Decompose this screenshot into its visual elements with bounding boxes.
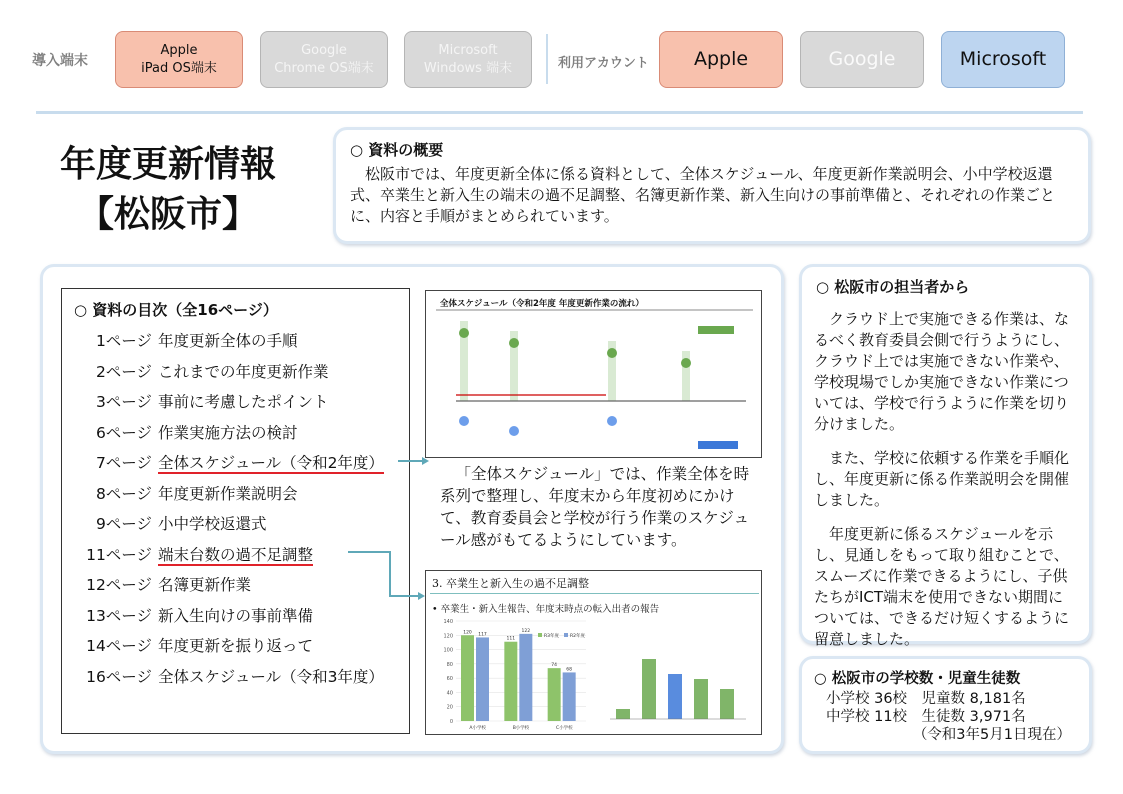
toc-item-title: 新入生向けの事前準備 — [158, 606, 314, 625]
toc-item-title: 全体スケジュール（令和3年度） — [158, 667, 384, 686]
waterfall-bar — [642, 659, 656, 719]
toc-item — [62, 512, 267, 534]
header-rule — [36, 111, 1083, 114]
device-apple-line1: Apple — [160, 43, 198, 58]
adjustment-thumbnail-title: 3. 卒業生と新入生の過不足調整 — [432, 577, 589, 590]
bar — [563, 672, 576, 721]
bar-data-label: 68 — [566, 667, 573, 673]
bar — [519, 634, 532, 721]
toc-item — [62, 390, 329, 412]
schedule-diagram — [426, 291, 762, 458]
toc-item-page: 13ページ — [86, 606, 152, 625]
category-label: B小学校 — [512, 726, 530, 731]
page-title-line2: 【松阪市】 — [77, 194, 258, 235]
counts-heading: ○ 松阪市の学校数・児童生徒数 — [814, 671, 1021, 687]
y-tick-label: 0 — [449, 719, 453, 725]
page-title — [28, 140, 308, 240]
bar-data-label: 122 — [521, 628, 531, 634]
toc-item-page: 16ページ — [86, 667, 152, 686]
toc-item-title: 作業実施方法の検討 — [158, 423, 298, 442]
toc-item — [62, 421, 298, 443]
page-title-line1: 年度更新情報 — [59, 144, 276, 185]
toc-item — [62, 482, 298, 504]
contact-paragraph-2: また、学校に依頼する作業を手順化し、年度更新に係る作業説明会を開催しました。 — [814, 449, 1070, 509]
category-label: C小学校 — [556, 726, 573, 731]
y-tick-label: 80 — [446, 661, 453, 668]
account-microsoft: Microsoft — [941, 31, 1065, 88]
toc-item-title: 端末台数の過不足調整 — [158, 545, 314, 564]
device-google-line1: Google — [301, 43, 347, 58]
toc-item — [62, 634, 313, 656]
toc-item-page: 6ページ — [95, 423, 152, 442]
toc-item-page: 2ページ — [95, 362, 152, 381]
legend-swatch — [564, 633, 568, 637]
toc-heading: ○ 資料の目次（全16ページ） — [74, 301, 278, 319]
legend-label: R3年度 — [544, 634, 559, 639]
y-tick-label: 60 — [446, 676, 453, 683]
bar — [461, 635, 474, 721]
bar-data-label: 111 — [506, 636, 516, 642]
waterfall-bar — [694, 679, 708, 719]
toc-item — [62, 451, 384, 473]
toc-item-page: 14ページ — [86, 637, 152, 655]
contact-paragraph-3: 年度更新に係るスケジュールを示し、見通しをもって取り組むことで、スムーズに作業できるようにし、子供たちがICT端末を使用できない期間については、できるだけ短くするように留意しました。 — [814, 525, 1070, 648]
y-tick-label: 20 — [446, 704, 453, 711]
contact-heading: ○ 松阪市の担当者から — [816, 278, 970, 296]
toc-item-page: 11ページ — [86, 545, 152, 564]
accounts-label: 利用アカウント — [558, 56, 649, 71]
adjustment-thumbnail — [425, 570, 762, 735]
y-tick-label: 120 — [443, 633, 453, 640]
toc-item-title: これまでの年度更新作業 — [158, 362, 329, 381]
adjustment-thumbnail-subtitle: • 卒業生・新入生報告、年度末時点の転入出者の報告 — [432, 604, 660, 615]
schedule-caption: 「全体スケジュール」では、作業全体を時系列で整理し、年度末から年度初めにかけて、教育委員会と学校が行う作業のスケジュール感がもてるようにしています。 — [440, 465, 750, 549]
bar — [476, 637, 489, 721]
toc-item-title: 名簿更新作業 — [158, 576, 252, 594]
counts-box — [799, 656, 1092, 754]
toc-item-title: 年度更新作業説明会 — [158, 484, 298, 503]
overview-heading: ○ 資料の概要 — [350, 141, 444, 159]
overview-text: 松阪市では、年度更新全体に係る資料として、全体スケジュール、年度更新作業説明会、小中学校返還式、卒業生と新入生の端末の過不足調整、名簿更新作業、新入生向けの事前準備と、それぞれの作業ごとに、内容と手順がまとめられています。 — [350, 165, 1056, 225]
category-label: A小学校 — [469, 726, 486, 731]
toc-item-page: 3ページ — [95, 393, 152, 411]
account-google: Google — [800, 31, 924, 88]
toc-item-title: 事前に考慮したポイント — [158, 393, 329, 411]
legend-swatch — [538, 633, 542, 637]
bar — [548, 668, 561, 721]
device-microsoft-line1: Microsoft — [438, 43, 498, 58]
account-apple: Apple — [659, 31, 783, 88]
device-apple-line2: iPad OS端末 — [141, 61, 217, 76]
device-google-line2: Chrome OS端末 — [274, 61, 374, 76]
toc-item-page: 8ページ — [95, 484, 152, 503]
bar-data-label: 120 — [463, 630, 472, 636]
schedule-thumbnail-title: 全体スケジュール（令和2年度 年度更新作業の流れ） — [440, 299, 644, 309]
y-tick-label: 140 — [443, 619, 453, 625]
counts-asof: （令和3年5月1日現在） — [912, 727, 1071, 743]
device-apple — [115, 31, 243, 88]
y-tick-label: 40 — [446, 690, 453, 697]
toc-item — [62, 604, 313, 626]
toc-item-title: 年度更新全体の手順 — [158, 332, 298, 350]
device-google — [260, 31, 388, 88]
bar — [504, 642, 517, 721]
toc-item-page: 7ページ — [95, 454, 152, 472]
waterfall-bar — [616, 709, 630, 719]
device-microsoft-line2: Windows 端末 — [423, 61, 513, 76]
bar-data-label: 74 — [551, 663, 558, 669]
toc-item-title: 全体スケジュール（令和2年度） — [158, 454, 384, 472]
toc-item-title: 小中学校返還式 — [158, 515, 267, 533]
schedule-thumbnail — [425, 290, 762, 458]
toc-item-page: 9ページ — [95, 515, 152, 533]
toc-item-title: 年度更新を振り返って — [158, 637, 314, 655]
toc-item — [62, 665, 384, 687]
waterfall-bar — [668, 674, 682, 719]
device-microsoft — [404, 31, 532, 88]
counts-junior: 中学校 11校 生徒数 3,971名 — [826, 709, 1026, 725]
devices-label: 導入端末 — [32, 53, 88, 69]
counts-elementary: 小学校 36校 児童数 8,181名 — [826, 691, 1026, 707]
toc-item — [62, 329, 298, 351]
toc-item — [62, 573, 251, 595]
toc-item-page: 1ページ — [95, 332, 152, 350]
toc-item — [62, 543, 313, 565]
bar-data-label: 117 — [478, 632, 487, 638]
y-tick-label: 100 — [443, 647, 453, 654]
waterfall-bar — [720, 689, 734, 719]
toc-item — [62, 360, 329, 382]
overview-box — [333, 127, 1091, 244]
contact-box — [799, 264, 1092, 648]
adjustment-chart — [426, 571, 762, 735]
toc-item-page: 12ページ — [86, 576, 152, 594]
legend-label: R2年度 — [570, 634, 585, 639]
header-divider — [546, 34, 548, 84]
toc-box — [61, 288, 410, 734]
contact-paragraph-1: クラウド上で実施できる作業は、なるべく教育委員会側で行うようにし、クラウド上では実施できない作業や、学校現場でしか実施できない作業については、学校で行うように作業を切り分けました。 — [814, 310, 1070, 433]
